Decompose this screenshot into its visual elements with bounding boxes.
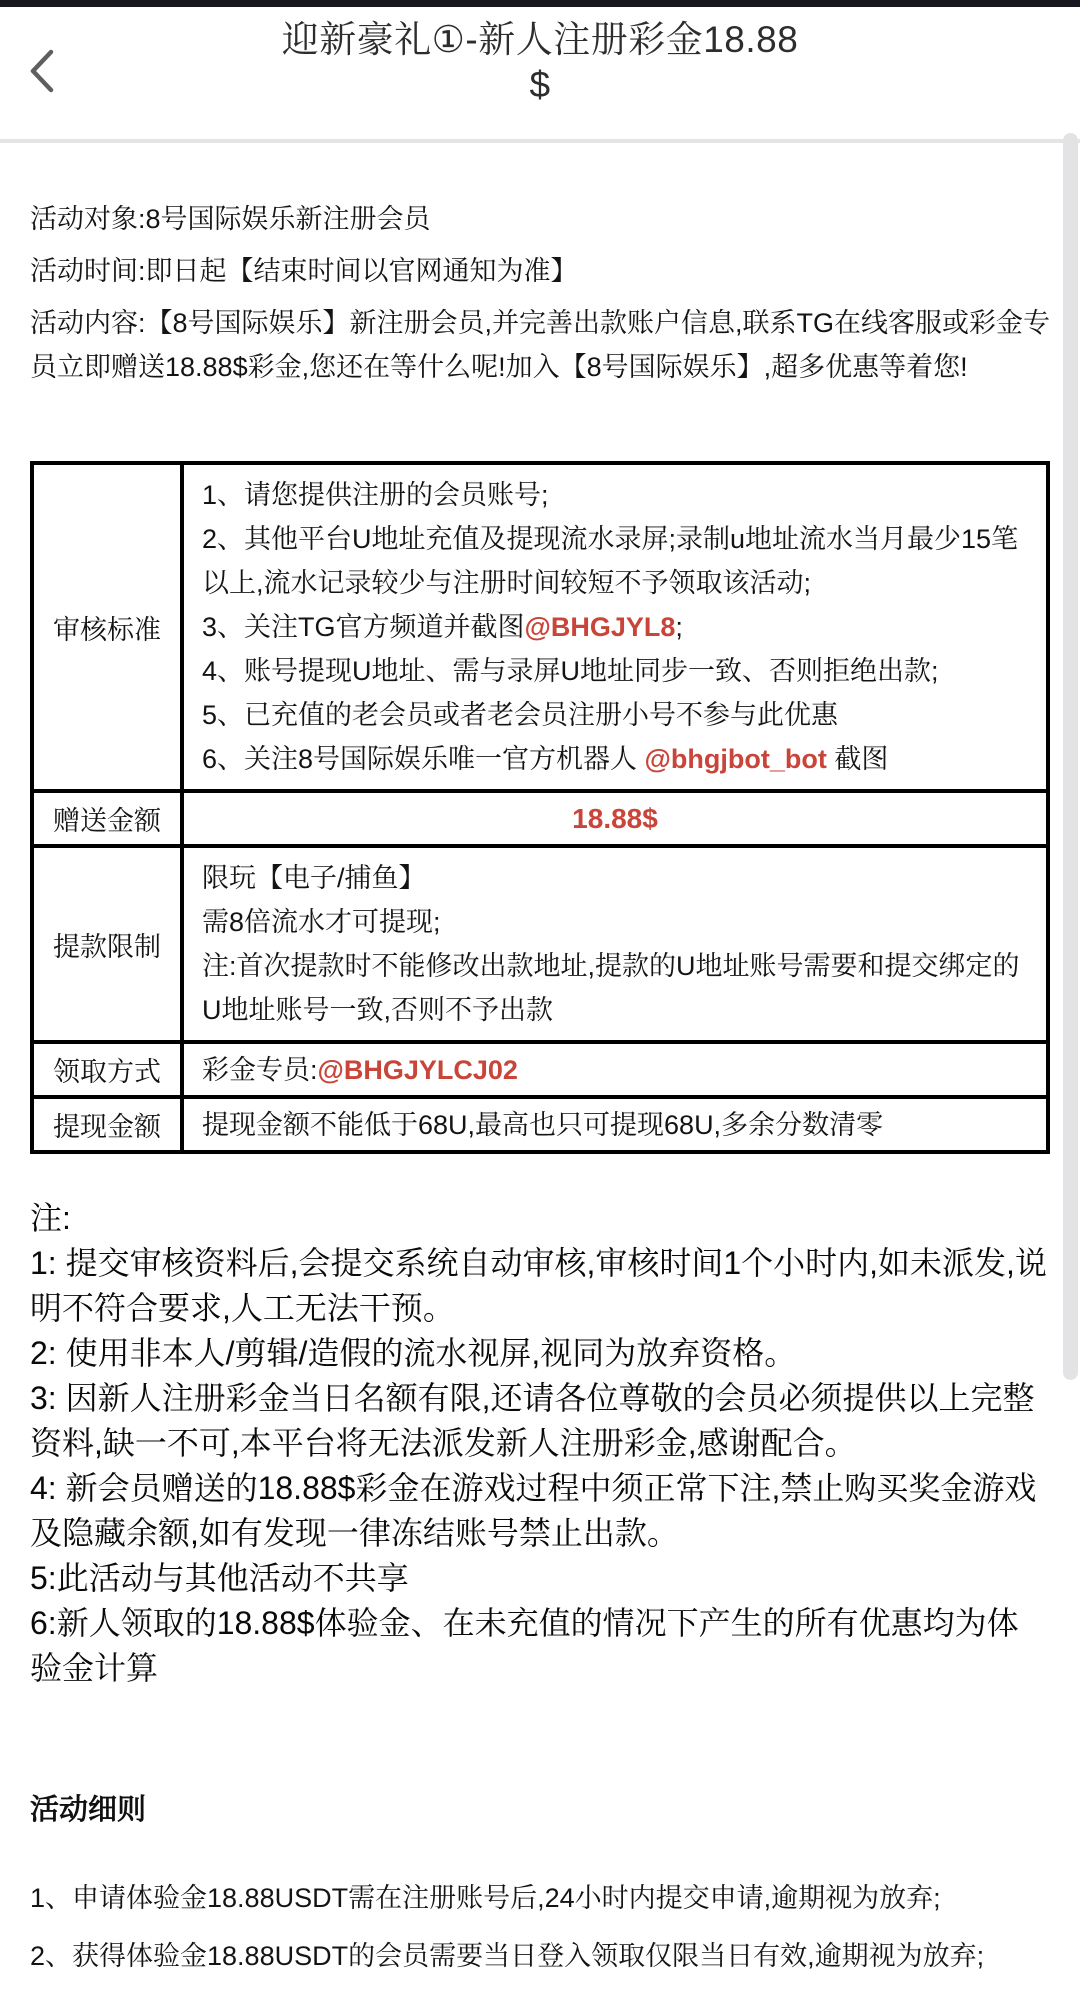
table-cell-line — [202, 473, 1028, 517]
table-cell-line — [202, 737, 1028, 781]
text-segment: 3、关注TG官方频道并截图 — [202, 612, 525, 642]
table-cell-line — [202, 649, 1028, 693]
table-cell-line — [202, 605, 1028, 649]
intro-paragraph: 活动对象:8号国际娱乐新注册会员 — [30, 204, 431, 234]
row-label: 审核标准 — [32, 463, 182, 791]
note-item: 2: 使用非本人/剪辑/造假的流水视屏,视同为放弃资格。 — [30, 1335, 797, 1371]
table-cell-line — [202, 797, 1028, 841]
table-cell-line — [202, 517, 1028, 605]
intro-paragraph: 活动内容:【8号国际娱乐】新注册会员,并完善出款账户信息,联系TG在线客服或彩金专员立即赠送18.88$彩金,您还在等什么呢!加入【8号国际娱乐】,超多优惠等着您! — [30, 308, 1051, 382]
note-item: 3: 因新人注册彩金当日名额有限,还请各位尊敬的会员必须提供以上完整资料,缺一不可,本平台将无法派发新人注册彩金,感谢配合。 — [30, 1380, 1035, 1461]
rules-table — [30, 461, 1050, 1154]
table-cell-line — [202, 900, 1028, 944]
table-row — [32, 463, 1048, 791]
highlighted-text: @BHGJYL8 — [524, 612, 676, 642]
row-label: 领取方式 — [32, 1042, 182, 1097]
notes-section — [30, 1196, 1050, 1691]
intro-paragraph: 活动时间:即日起【结束时间以官网通知为准】 — [30, 256, 578, 286]
text-segment: 彩金专员: — [202, 1054, 318, 1085]
back-button[interactable] — [24, 45, 60, 97]
note-item: 5:此活动与其他活动不共享 — [30, 1560, 409, 1596]
text-segment: 提现金额不能低于68U,最高也只可提现68U,多余分数清零 — [202, 1109, 884, 1140]
row-content — [182, 791, 1048, 846]
row-content — [182, 1042, 1048, 1097]
text-segment: 4、账号提现U地址、需与录屏U地址同步一致、否则拒绝出款; — [202, 656, 939, 686]
text-segment: 需8倍流水才可提现; — [202, 907, 441, 937]
table-cell-line — [202, 1048, 1028, 1092]
table-cell-line — [202, 693, 1028, 737]
scrollbar-thumb[interactable] — [1063, 133, 1078, 1380]
highlighted-text: @bhgjbot_bot — [644, 744, 827, 774]
highlighted-text: 18.88$ — [572, 802, 658, 834]
text-segment: 注:首次提款时不能修改出款地址,提款的U地址账号需要和提交绑定的U地址账号一致,否则不予出款 — [202, 951, 1020, 1025]
row-label: 赠送金额 — [32, 791, 182, 846]
text-segment: 截图 — [826, 744, 889, 774]
row-label: 提现金额 — [32, 1097, 182, 1152]
text-segment: 限玩【电子/捕鱼】 — [202, 863, 426, 893]
text-segment: 1、请您提供注册的会员账号; — [202, 480, 549, 510]
table-cell-line — [202, 944, 1028, 1032]
details-item: 2、获得体验金18.88USDT的会员需要当日登入领取仅限当日有效,逾期视为放弃; — [30, 1941, 985, 1971]
note-item: 4: 新会员赠送的18.88$彩金在游戏过程中须正常下注,禁止购买奖金游戏及隐藏余额,如有发现一律冻结账号禁止出款。 — [30, 1470, 1037, 1551]
text-segment: 5、已充值的老会员或者老会员注册小号不参与此优惠 — [202, 700, 839, 730]
table-row — [32, 791, 1048, 846]
note-item: 1: 提交审核资料后,会提交系统自动审核,审核时间1个小时内,如未派发,说明不符合要求,人工无法干预。 — [30, 1245, 1047, 1326]
text-segment: 6、关注8号国际娱乐唯一官方机器人 — [202, 744, 645, 774]
text-segment: ; — [675, 612, 683, 642]
page-title-line-1: 迎新豪礼①-新人注册彩金18.88 — [281, 19, 799, 60]
intro-paragraphs — [30, 197, 1050, 389]
table-cell-line — [202, 856, 1028, 900]
notes-heading: 注: — [30, 1200, 71, 1236]
row-content — [182, 463, 1048, 791]
table-cell-line — [202, 1103, 1028, 1147]
text-segment: 2、其他平台U地址充值及提现流水录屏;录制u地址流水当月最少15笔以上,流水记录较少与注册时间较短不予领取该活动; — [202, 524, 1019, 598]
details-item: 1、申请体验金18.88USDT需在注册账号后,24小时内提交申请,逾期视为放弃; — [30, 1883, 941, 1913]
row-content — [182, 846, 1048, 1042]
table-row — [32, 1097, 1048, 1152]
promo-content — [0, 197, 1080, 1978]
status-top-bar — [0, 0, 1080, 7]
page-title-line-2: $ — [529, 64, 551, 105]
details-heading: 活动细则 — [30, 1794, 147, 1826]
page-header — [0, 7, 1080, 143]
chevron-left-icon — [27, 48, 57, 94]
row-label: 提款限制 — [32, 846, 182, 1042]
table-row — [32, 1042, 1048, 1097]
notes-items — [30, 1241, 1050, 1691]
note-item: 6:新人领取的18.88$体验金、在未充值的情况下产生的所有优惠均为体验金计算 — [30, 1605, 1019, 1686]
highlighted-text: @BHGJYLCJ02 — [317, 1054, 518, 1085]
row-content — [182, 1097, 1048, 1152]
table-row — [32, 846, 1048, 1042]
details-items — [30, 1876, 1050, 1978]
